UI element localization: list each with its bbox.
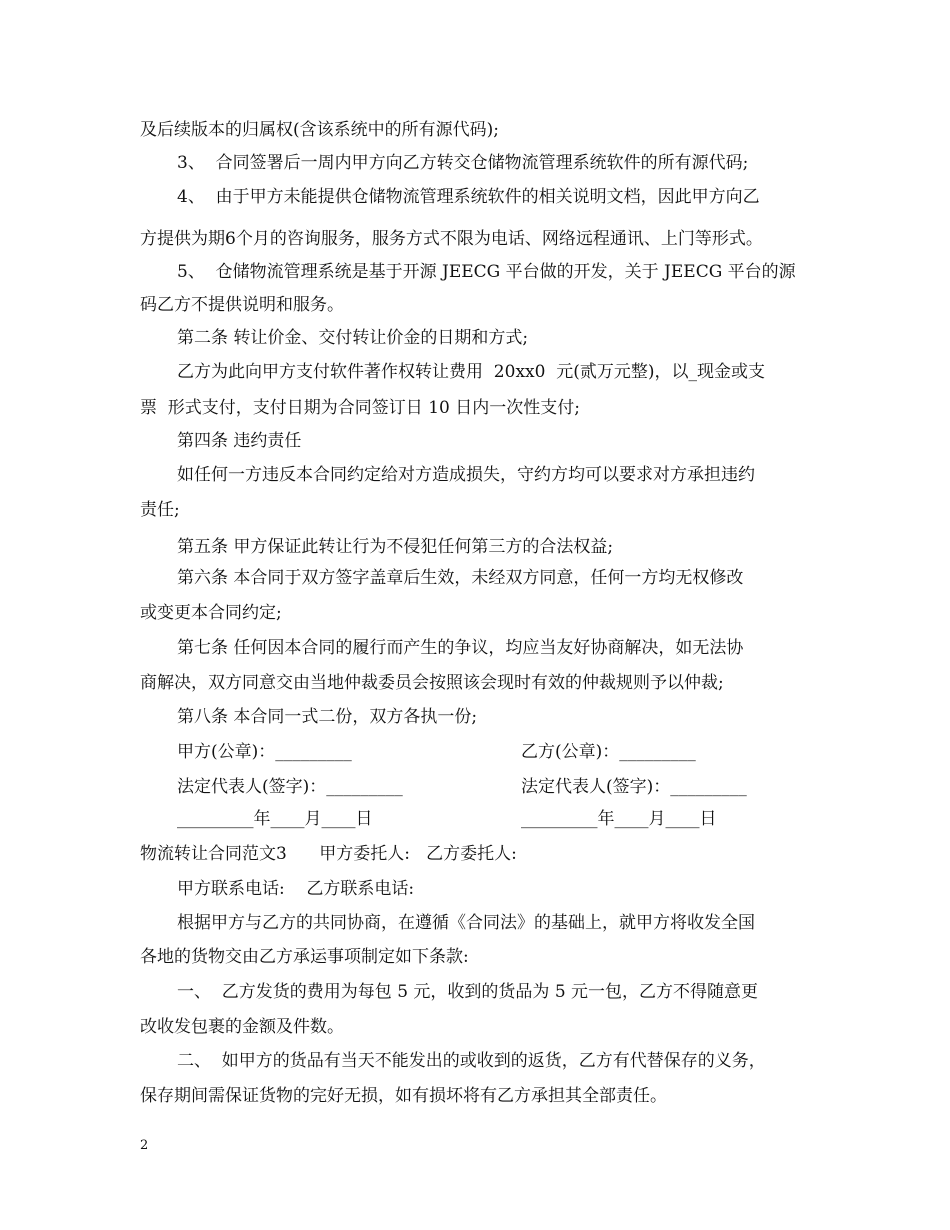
- text-line: 第八条 本合同一式二份，双方各执一份;: [177, 707, 478, 727]
- text-line: 5、 仓储物流管理系统是基于开源 JEECG 平台做的开发，关于 JEECG 平台的源: [177, 262, 796, 282]
- text-line: 票 形式支付，支付日期为合同签订日 10 日内一次性支付;: [140, 398, 580, 418]
- text-line: 第四条 违约责任: [177, 431, 302, 451]
- text-line: 码乙方不提供说明和服务。: [140, 295, 344, 315]
- party-b-seal: 乙方(公章)：_________: [521, 742, 696, 762]
- party-b-date: _________年____月____日: [521, 809, 717, 829]
- text-line: 商解决，双方同意交由当地仲裁委员会按照该会现时有效的仲裁规则予以仲裁;: [140, 673, 724, 693]
- text-line: 或变更本合同约定;: [140, 603, 282, 623]
- text-line: 责任;: [140, 500, 180, 520]
- text-line: 各地的货物交由乙方承运事项制定如下条款:: [140, 947, 469, 967]
- party-a-representative: 法定代表人(签字)：_________: [177, 777, 403, 797]
- text-line: 第五条 甲方保证此转让行为不侵犯任何第三方的合法权益;: [177, 537, 614, 557]
- text-line: 第二条 转让价金、交付转让价金的日期和方式;: [177, 328, 529, 348]
- page-number: 2: [140, 1138, 149, 1153]
- text-line: 第六条 本合同于双方签字盖章后生效，未经双方同意，任何一方均无权修改: [177, 568, 744, 588]
- text-line: 及后续版本的归属权(含该系统中的所有源代码);: [140, 120, 499, 140]
- text-line: 3、 合同签署后一周内甲方向乙方转交仓储物流管理系统软件的所有源代码;: [177, 153, 749, 173]
- text-line: 甲方联系电话: 乙方联系电话:: [177, 879, 415, 899]
- text-line: 改收发包裹的金额及件数。: [140, 1017, 344, 1037]
- text-line: 保存期间需保证货物的完好无损，如有损坏将有乙方承担其全部责任。: [140, 1086, 667, 1106]
- party-b-representative: 法定代表人(签字)：_________: [521, 777, 747, 797]
- text-line: 物流转让合同范文3 甲方委托人: 乙方委托人:: [140, 844, 517, 864]
- text-line: 乙方为此向甲方支付软件著作权转让费用 20xx0 元(贰万元整)，以_现金或支: [177, 362, 766, 382]
- party-a-date: _________年____月____日: [177, 809, 373, 829]
- text-line: 二、 如甲方的货品有当天不能发出的或收到的返货，乙方有代替保存的义务，: [177, 1051, 766, 1071]
- party-a-seal: 甲方(公章)：_________: [177, 742, 352, 762]
- text-line: 一、 乙方发货的费用为每包 5 元，收到的货品为 5 元一包，乙方不得随意更: [177, 982, 759, 1002]
- text-line: 方提供为期6个月的咨询服务，服务方式不限为电话、网络远程通讯、上门等形式。: [140, 229, 763, 249]
- text-line: 如任何一方违反本合同约定给对方造成损失，守约方均可以要求对方承担违约: [177, 465, 755, 485]
- text-line: 4、 由于甲方未能提供仓储物流管理系统软件的相关说明文档，因此甲方向乙: [177, 187, 760, 207]
- text-line: 根据甲方与乙方的共同协商，在遵循《合同法》的基础上，就甲方将收发全国: [177, 913, 755, 933]
- text-line: 第七条 任何因本合同的履行而产生的争议，均应当友好协商解决，如无法协: [177, 638, 744, 658]
